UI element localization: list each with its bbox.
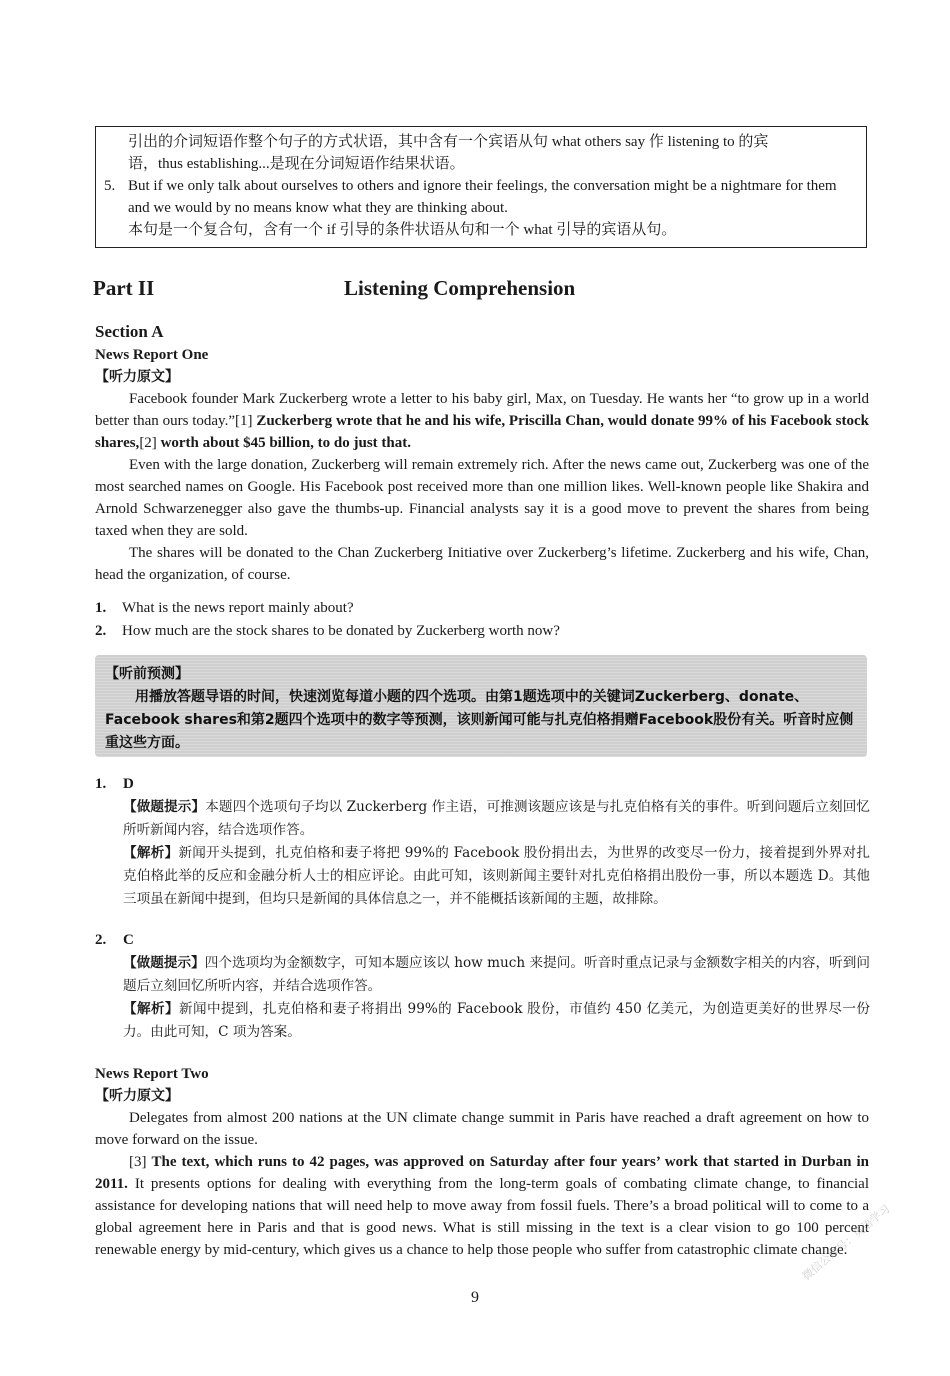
transcript-paragraph-3: The shares will be donated to the Chan Zuckerberg Initiative over Zuckerberg’s lifetime. Zuckerberg and his wife, Chan, head the organization, of course. (95, 545, 869, 583)
answer-1-analysis-label: 【解析】 (123, 845, 179, 861)
watermark: 微信公众号：英语学习 (799, 1202, 893, 1283)
transcript-label: 【听力原文】 (95, 369, 179, 385)
answer-1-tip-label: 【做题提示】 (123, 799, 206, 815)
box-line-1: 引出的介词短语作整个句子的方式状语，其中含有一个宾语从句 what others say 作 listening to 的宾 (128, 134, 769, 150)
question-2-number: 2. (95, 623, 107, 639)
answer-1 (95, 773, 870, 911)
transcript-paragraph-1 (95, 388, 869, 454)
report-one-title: News Report One (95, 347, 209, 363)
answer-2-heading (95, 929, 870, 952)
report-two-bold-text: The text, which runs to 42 pages, was approved on Saturday after four years’ work that started in Durban in 2011. (95, 1154, 869, 1192)
answer-1-tip-text: 本题四个选项句子均以 Zuckerberg 作主语，可推测该题应该是与扎克伯格有关的事件。听到问题后立刻回忆所听新闻内容，结合选项作答。 (123, 799, 870, 838)
item-5-text: But if we only talk about ourselves to others and ignore their feelings, the conversation might be a nightmare for them and we would by no means know what they are thinking about. (128, 178, 837, 216)
answer-1-number: 1. (95, 776, 107, 792)
answer-1-analysis (95, 842, 870, 911)
report-two-rest: It presents options for dealing with everything from the long-term goals of combating climate change, to financial assistance for developing nations that will need help to move away from fossil fuels. There’s a broad political will to come to a global agreement here in Paris and that is good news. What is still missing in the text is a clear vision to go 100 percent renewable energy by mid-century, which gives us a chance to help those people who suffer from catastrophic climate change. (95, 1176, 870, 1258)
answer-1-tip (95, 796, 870, 842)
report-two-title: News Report Two (95, 1066, 209, 1082)
marker-2: [2] (139, 435, 157, 451)
question-2-text: How much are the stock shares to be donated by Zuckerberg worth now? (122, 623, 560, 639)
question-1 (95, 597, 869, 620)
section-title: Section A (95, 322, 164, 341)
marker-3: [3] (129, 1154, 147, 1170)
answer-1-heading (95, 773, 870, 796)
answer-2-analysis-label: 【解析】 (123, 1001, 179, 1017)
part-heading (93, 276, 873, 304)
answer-2-tip-label: 【做题提示】 (123, 955, 205, 971)
report-two-paragraph-2 (95, 1151, 869, 1261)
report-two-transcript-label: 【听力原文】 (95, 1088, 179, 1104)
p1-bold-b: Zuckerberg wrote that he and his wife, Priscilla Chan, would donate 99% of his Facebook stock shares, (95, 413, 870, 451)
answer-2-analysis-text: 新闻中提到，扎克伯格和妻子将捐出 99%的 Facebook 股份，市值约 450 亿美元，为创造更美好的世界尽一份力。由此可知，C 项为答案。 (123, 1001, 870, 1040)
part-label: Part II (93, 276, 155, 300)
page-number: 9 (471, 1289, 479, 1306)
news-report-two (95, 1063, 869, 1261)
question-1-number: 1. (95, 600, 107, 616)
question-1-text: What is the news report mainly about? (122, 600, 354, 616)
explanation-box (95, 126, 867, 248)
report-two-paragraph-1: Delegates from almost 200 nations at the UN climate change summit in Paris have reached a draft agreement on how to move forward on the issue. (95, 1110, 869, 1148)
answer-2 (95, 929, 870, 1044)
answer-1-letter: D (123, 776, 134, 792)
answer-2-letter: C (123, 932, 134, 948)
question-2 (95, 620, 869, 643)
transcript-paragraph-2: Even with the large donation, Zuckerberg will remain extremely rich. After the news came out, Zuckerberg was one of the most searched names on Google. His Facebook post received more than one million likes. Well-known people like Shakira and Arnold Schwarzenegger also gave the thumbs-up. Financial analysts say it is a good move to prevent the shares from being taxed when they are sold. (95, 457, 869, 539)
answer-1-analysis-text: 新闻开头提到，扎克伯格和妻子将把 99%的 Facebook 股份捐出去，为世界的改变尽一份力，接着提到外界对扎克伯格此举的反应和金融分析人士的相应评论。由此可知，该则新闻主要针对扎克伯格捐出股份一事，所以本题选 D。其他三项虽在新闻中提到，但均只是新闻的具体信息之一，并不能概括该新闻的主题，故排除。 (123, 845, 870, 907)
part-title: Listening Comprehension (344, 276, 576, 300)
prediction-box (95, 655, 867, 757)
answer-2-tip (95, 952, 870, 998)
box-item-5 (104, 175, 858, 219)
answer-2-tip-text: 四个选项均为金额数字，可知本题应该以 how much 来提问。听音时重点记录与金额数字相关的内容，听到问题后立刻回忆所听内容，并结合选项作答。 (123, 955, 870, 994)
p1-bold-c: worth about $45 billion, to do just that. (160, 435, 412, 451)
news-report-one (95, 320, 869, 586)
item-5-number: 5. (104, 178, 116, 194)
box-line-2: 语，thus establishing...是现在分词短语作结果状语。 (128, 156, 465, 172)
answer-2-number: 2. (95, 932, 107, 948)
marker-1: [1] (235, 413, 253, 429)
box-item-5-note: 本句是一个复合句，含有一个 if 引导的条件状语从句和一个 what 引导的宾语从句。 (128, 222, 677, 238)
answer-2-analysis (95, 998, 870, 1044)
question-list (95, 597, 869, 643)
prediction-label: 【听前预测】 (105, 666, 189, 682)
p1-text-a: Facebook founder Mark Zuckerberg wrote a letter to his baby girl, Max, on Tuesday. He wants her “to grow up in a world better than ours today.” (95, 391, 869, 429)
prediction-text: 用播放答题导语的时间，快速浏览每道小题的四个选项。由第1题选项中的关键词Zuckerberg、donate、Facebook shares和第2题四个选项中的数字等预测，该则新闻可能与扎克伯格捐赠Facebook股份有关。听音时应侧重这些方面。 (105, 689, 854, 751)
